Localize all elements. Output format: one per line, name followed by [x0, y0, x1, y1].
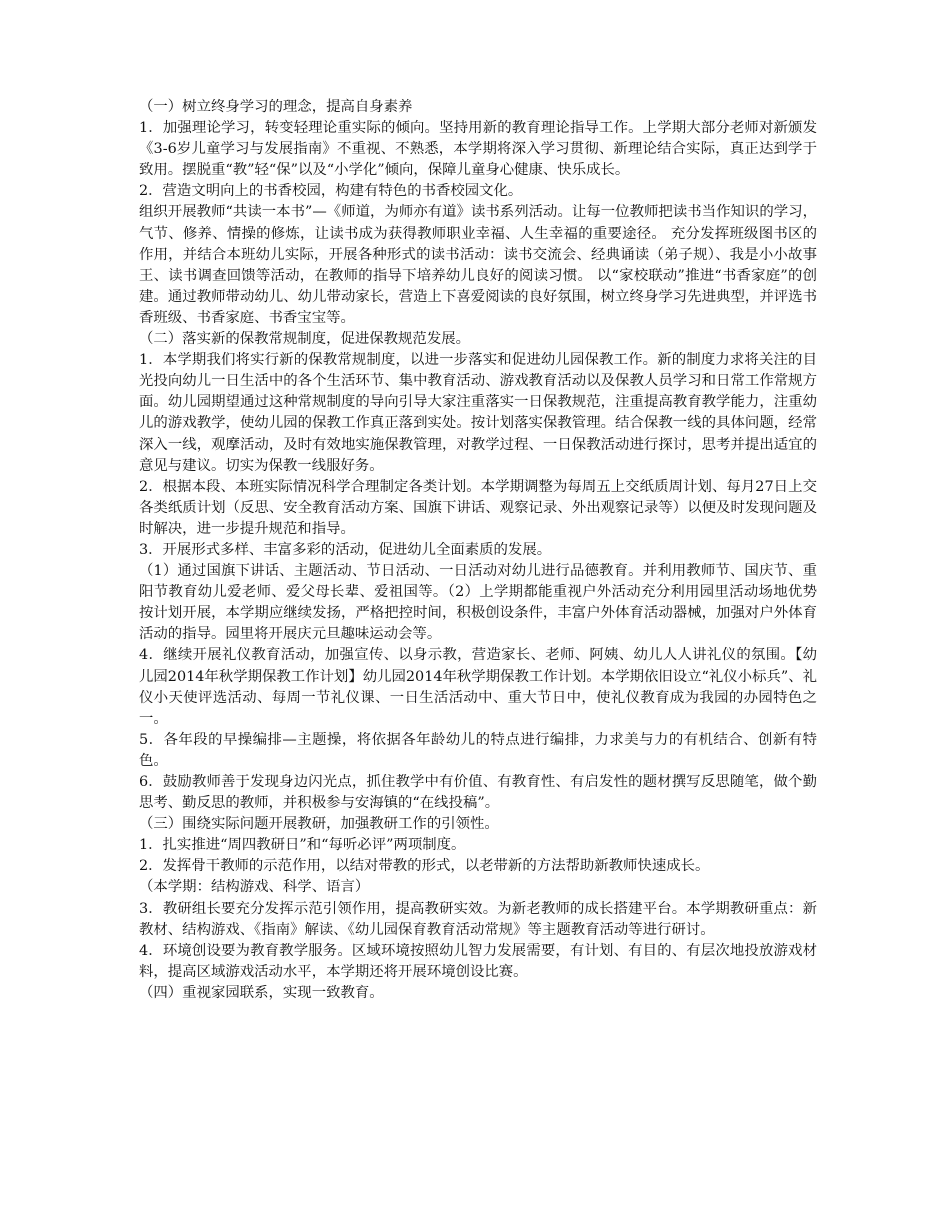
paragraph: 1．本学期我们将实行新的保教常规制度，以进一步落实和促进幼儿园保教工作。新的制度力求将关注的目光投向幼儿一日生活中的各个生活环节、集中教育活动、游戏教育活动以及保教人员学习和日常工作常规方面。幼儿园期望通过这种常规制度的导向引导大家注重落实一日保教规范，注重提高教育教学能力，注重幼儿的游戏教学，使幼儿园的保教工作真正落到实处。按计划落实保教管理。结合保教一线的具体问题，经常深入一线，观摩活动，及时有效地实施保教管理，对教学过程、一日保教活动进行探讨，思考并提出适宜的意见与建议。切实为保教一线服好务。 [139, 352, 817, 474]
paragraph: 6．鼓励教师善于发现身边闪光点，抓住教学中有价值、有教育性、有启发性的题材撰写反思随笔，做个勤思考、勤反思的教师，并积极参与安海镇的“在线投稿”。 [139, 774, 817, 812]
paragraph: 2．营造文明向上的书香校园，构建有特色的书香校园文化。 [139, 183, 523, 200]
paragraph: 2．根据本段、本班实际情况科学合理制定各类计划。本学期调整为每周五上交纸质周计划、每月27日上交各类纸质计划（反思、安全教育活动方案、国旗下讲话、观察记录、外出观察记录等）以便及时发现问题及时解决，进一步提升规范和指导。 [139, 478, 817, 537]
section-heading-3: （三）围绕实际问题开展教研，加强教研工作的引领性。 [139, 816, 499, 833]
paragraph: 3．开展形式多样、丰富多彩的活动，促进幼儿全面素质的发展。 [139, 541, 552, 558]
paragraph: （1）通过国旗下讲话、主题活动、节日活动、一日活动对幼儿进行品德教育。并利用教师节、国庆节、重阳节教育幼儿爱老师、爱父母长辈、爱祖国等。（2）上学期都能重视户外活动充分利用园里活动场地优势按计划开展，本学期应继续发扬，严格把控时间，积极创设条件，丰富户外体育活动器械，加强对户外体育活动的指导。园里将开展庆元旦趣味运动会等。 [139, 563, 817, 643]
paragraph: 4．环境创设要为教育教学服务。区域环境按照幼儿智力发展需要，有计划、有目的、有层次地投放游戏材料，提高区域游戏活动水平，本学期还将开展环境创设比赛。 [139, 942, 817, 980]
paragraph: 4．继续开展礼仪教育活动，加强宣传、以身示教，营造家长、老师、阿姨、幼儿人人讲礼仪的氛围。【幼儿园2014年秋学期保教工作计划】幼儿园2014年秋学期保教工作计划。本学期依旧设立“礼仪小标兵”、礼仪小天使评选活动、每周一节礼仪课、一日生活活动中、重大节日中，使礼仪教育成为我园的办园特色之一。 [139, 647, 817, 727]
document-body [139, 97, 817, 1004]
paragraph: （本学期：结构游戏、科学、语言） [139, 879, 370, 896]
paragraph: 1．扎实推进“周四教研日”和“每听必评”两项制度。 [139, 837, 466, 854]
section-heading-2: （二）落实新的保教常规制度，促进保教规范发展。 [139, 331, 470, 348]
paragraph: 1．加强理论学习，转变轻理论重实际的倾向。坚持用新的教育理论指导工作。上学期大部分老师对新颁发《3-6岁儿童学习与发展指南》不重视、不熟悉，本学期将深入学习贯彻、新理论结合实际，真正达到学于致用。摆脱重“教”轻“保”以及“小学化”倾向，保障儿童身心健康、快乐成长。 [139, 120, 817, 179]
section-heading-1: （一）树立终身学习的理念，提高自身素养 [139, 99, 413, 115]
paragraph: 2．发挥骨干教师的示范作用，以结对带教的形式，以老带新的方法帮助新教师快速成长。 [139, 858, 710, 875]
section-heading-4: （四）重视家园联系，实现一致教育。 [139, 984, 384, 1001]
paragraph: 5．各年段的早操编排—主题操，将依据各年龄幼儿的特点进行编排，力求美与力的有机结合、创新有特色。 [139, 731, 817, 769]
paragraph: 组织开展教师“共读一本书”—《师道，为师亦有道》读书系列活动。让每一位教师把读书当作知识的学习，气节、修养、情操的修炼，让读书成为获得教师职业幸福、人生幸福的重要途径。 充分发挥班级图书区的作用，并结合本班幼儿实际，开展各种形式的读书活动：读书交流会、经典诵读（弟子规）、我是小小故事王、读书调查回馈等活动，在教师的指导下培养幼儿良好的阅读习惯。 以“家校联动”推进“书香家庭”的创建。通过教师带动幼儿、幼儿带动家长，营造上下喜爱阅读的良好氛围，树立终身学习先进典型，并评选书香班级、书香家庭、书香宝宝等。 [139, 204, 817, 326]
paragraph: 3．教研组长要充分发挥示范引领作用，提高教研实效。为新老教师的成长搭建平台。本学期教研重点：新教材、结构游戏、《指南》解读、《幼儿园保育教育活动常规》等主题教育活动等进行研讨。 [139, 900, 817, 938]
